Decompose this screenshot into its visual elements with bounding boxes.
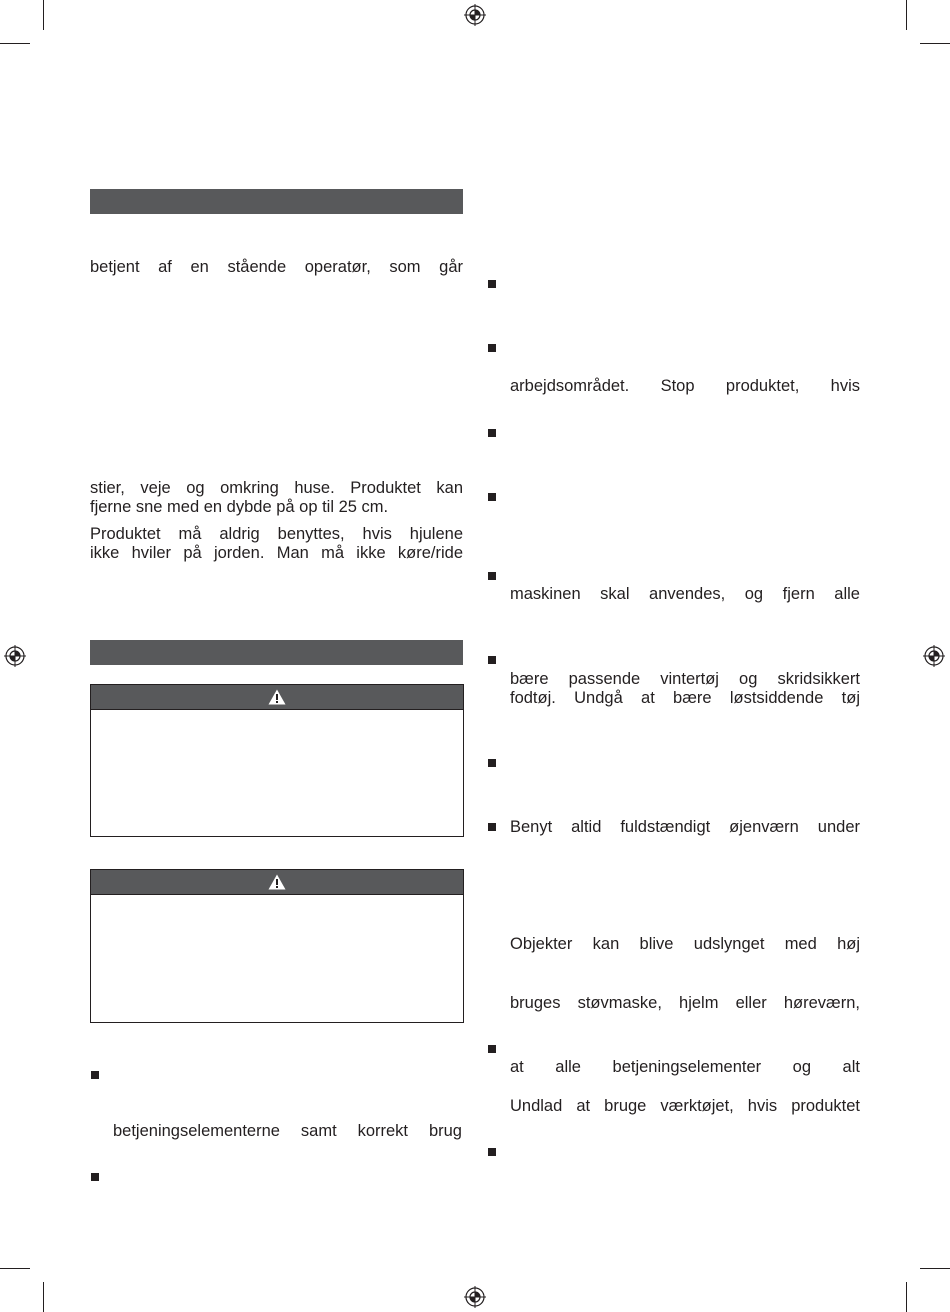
bullet-text-line: Benyt altid fuldstændigt øjenværn under — [510, 818, 860, 836]
bullet-square-icon — [488, 572, 496, 580]
bullet-square-icon — [488, 759, 496, 767]
registration-mark-icon — [4, 645, 26, 667]
warning-triangle-icon — [268, 689, 286, 705]
bullet-square-icon — [488, 656, 496, 664]
crop-mark — [0, 43, 30, 44]
paragraph-line: ikke hviler på jorden. Man må ikke køre/ride — [90, 544, 463, 562]
warning-header — [91, 685, 463, 710]
bullet-square-icon — [488, 280, 496, 288]
bullet-square-icon — [488, 429, 496, 437]
crop-mark — [906, 0, 907, 30]
bullet-text-line: betjeningselementerne samt korrekt brug — [113, 1122, 462, 1140]
bullet-square-icon — [488, 1045, 496, 1053]
bullet-square-icon — [91, 1071, 99, 1079]
bullet-text-line: at alle betjeningselementer og alt — [510, 1058, 860, 1076]
warning-triangle-icon — [268, 874, 286, 890]
warning-box — [90, 684, 464, 837]
registration-mark-icon — [464, 4, 486, 26]
bullet-square-icon — [488, 493, 496, 501]
crop-mark — [43, 0, 44, 30]
crop-mark — [906, 1282, 907, 1312]
paragraph-line: stier, veje og omkring huse. Produktet kan — [90, 479, 463, 497]
bullet-text-line: fodtøj. Undgå at bære løstsiddende tøj — [510, 689, 860, 707]
bullet-text-line: arbejdsområdet. Stop produktet, hvis — [510, 377, 860, 395]
registration-mark-icon — [464, 1286, 486, 1308]
warning-box — [90, 869, 464, 1023]
crop-mark — [920, 1268, 950, 1269]
crop-mark — [0, 1268, 30, 1269]
bullet-text-line: maskinen skal anvendes, og fjern alle — [510, 585, 860, 603]
bullet-text-line: Undlad at bruge værktøjet, hvis produktet — [510, 1097, 860, 1115]
paragraph-line: betjent af en stående operatør, som går — [90, 258, 463, 276]
section-header-bar — [90, 189, 463, 214]
bullet-text-line: Objekter kan blive udslynget med høj — [510, 935, 860, 953]
bullet-square-icon — [488, 1148, 496, 1156]
section-header-bar — [90, 640, 463, 665]
bullet-square-icon — [488, 344, 496, 352]
registration-mark-icon — [923, 645, 945, 667]
paragraph-line: fjerne sne med en dybde på op til 25 cm. — [90, 498, 389, 516]
warning-header — [91, 870, 463, 895]
bullet-text-line: bruges støvmaske, hjelm eller høreværn, — [510, 994, 860, 1012]
crop-mark — [43, 1282, 44, 1312]
bullet-text-line: bære passende vintertøj og skridsikkert — [510, 670, 860, 688]
bullet-square-icon — [91, 1173, 99, 1181]
bullet-square-icon — [488, 823, 496, 831]
paragraph-line: Produktet må aldrig benyttes, hvis hjulene — [90, 525, 463, 543]
crop-mark — [920, 43, 950, 44]
